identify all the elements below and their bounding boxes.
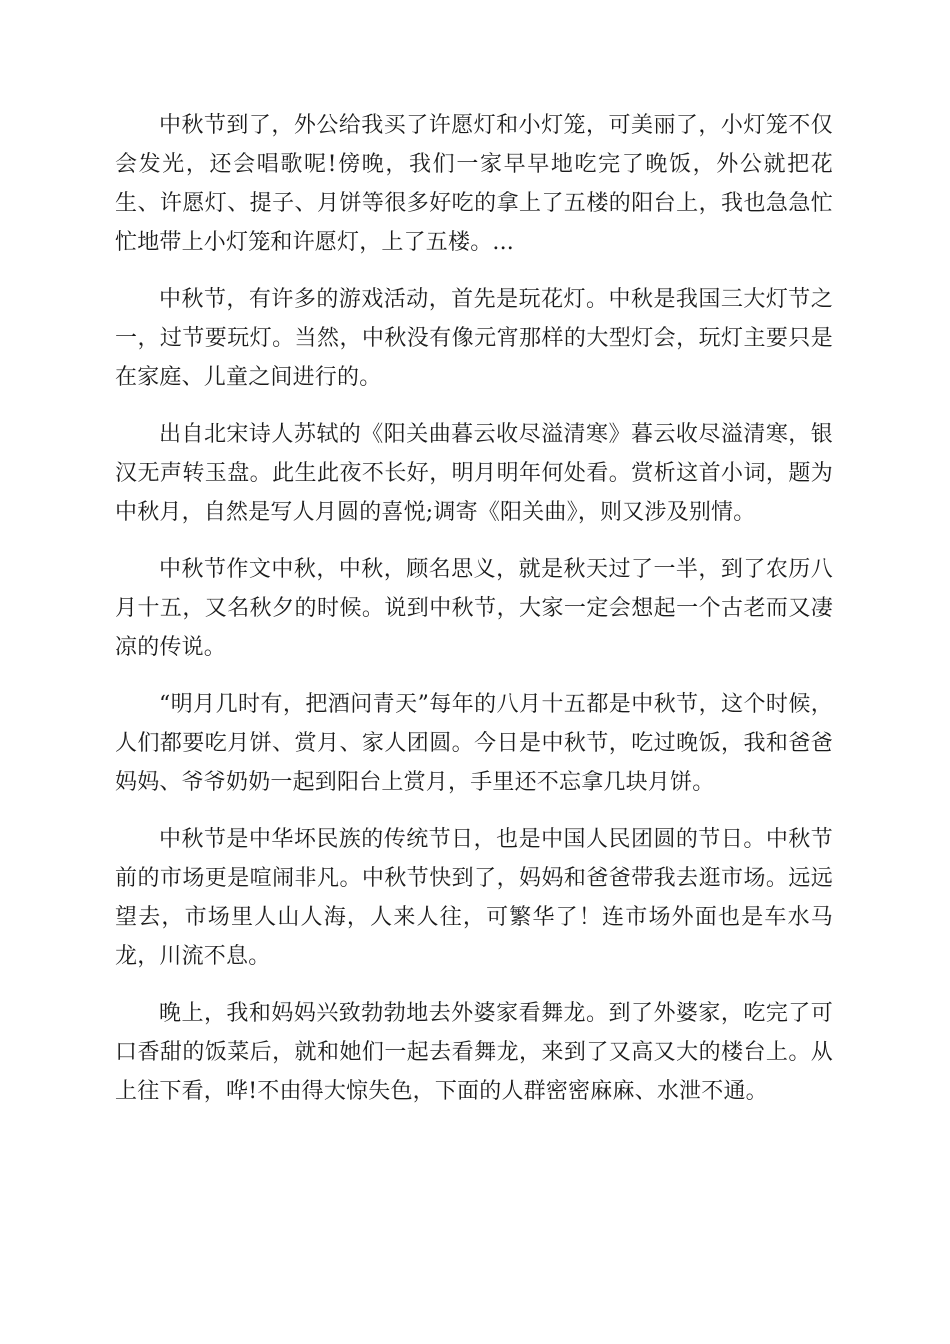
paragraph: 中秋节是中华坏民族的传统节日，也是中国人民团圆的节日。中秋节前的市场更是喧闹非凡。中秋节快到了，妈妈和爸爸带我去逛市场。远远望去，市场里人山人海，人来人往，可繁华了！连市场外面也是车水马龙，川流不息。 xyxy=(115,827,833,969)
document-body xyxy=(115,106,833,1129)
paragraph: 中秋节作文中秋，中秋，顾名思义，就是秋天过了一半，到了农历八月十五，又名秋夕的时候。说到中秋节，大家一定会想起一个古老而又凄凉的传说。 xyxy=(115,557,833,660)
paragraph: 出自北宋诗人苏轼的《阳关曲暮云收尽溢清寒》暮云收尽溢清寒，银汉无声转玉盘。此生此夜不长好，明月明年何处看。赏析这首小词，题为中秋月，自然是写人月圆的喜悦;调寄《阳关曲》，则又涉及别情。 xyxy=(115,422,833,525)
paragraph: 晚上，我和妈妈兴致勃勃地去外婆家看舞龙。到了外婆家，吃完了可口香甜的饭菜后，就和她们一起去看舞龙，来到了又高又大的楼台上。从上往下看，哗!不由得大惊失色，下面的人群密密麻麻、水泄不通。 xyxy=(115,1001,833,1104)
paragraph: “明月几时有，把酒问青天”每年的八月十五都是中秋节，这个时候，人们都要吃月饼、赏月、家人团圆。今日是中秋节，吃过晚饭，我和爸爸妈妈、爷爷奶奶一起到阳台上赏月，手里还不忘拿几块月饼。 xyxy=(115,692,833,795)
paragraph: 中秋节，有许多的游戏活动，首先是玩花灯。中秋是我国三大灯节之一，过节要玩灯。当然，中秋没有像元宵那样的大型灯会，玩灯主要只是在家庭、儿童之间进行的。 xyxy=(115,287,833,390)
paragraph: 中秋节到了，外公给我买了许愿灯和小灯笼，可美丽了，小灯笼不仅会发光，还会唱歌呢!傍晚，我们一家早早地吃完了晚饭，外公就把花生、许愿灯、提子、月饼等很多好吃的拿上了五楼的阳台上，我也急急忙忙地带上小灯笼和许愿灯，上了五楼。... xyxy=(115,113,833,255)
